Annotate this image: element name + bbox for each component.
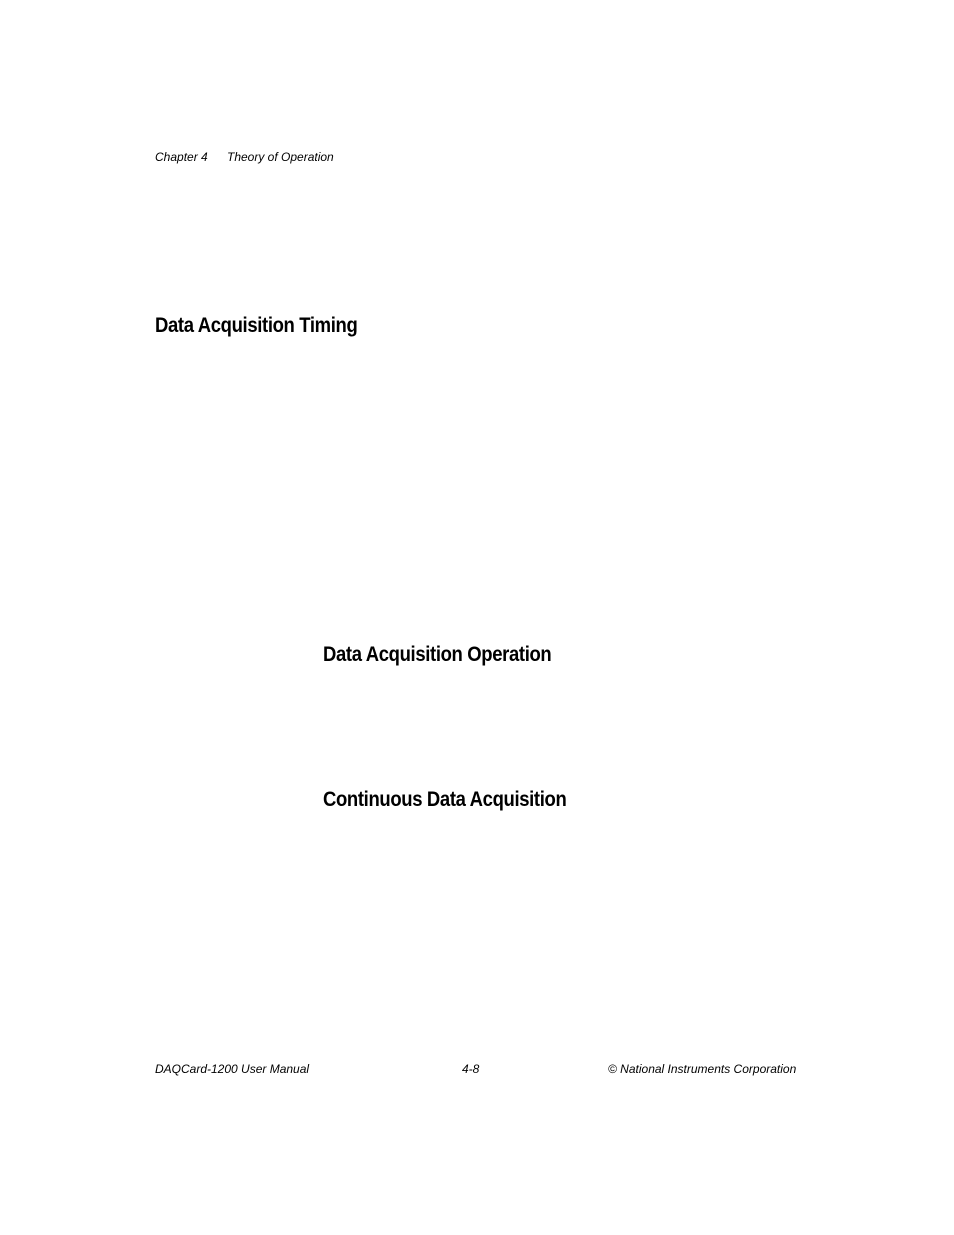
footer-page-number: 4-8 — [462, 1062, 480, 1076]
section-heading-timing: Data Acquisition Timing — [155, 314, 358, 337]
chapter-number: Chapter 4 — [155, 150, 208, 164]
chapter-title: Theory of Operation — [227, 150, 334, 164]
section-heading-continuous: Continuous Data Acquisition — [323, 788, 567, 811]
section-heading-operation: Data Acquisition Operation — [323, 643, 552, 666]
footer-copyright: © National Instruments Corporation — [608, 1062, 797, 1076]
running-header — [155, 150, 334, 164]
footer-manual-title: DAQCard-1200 User Manual — [155, 1062, 310, 1076]
